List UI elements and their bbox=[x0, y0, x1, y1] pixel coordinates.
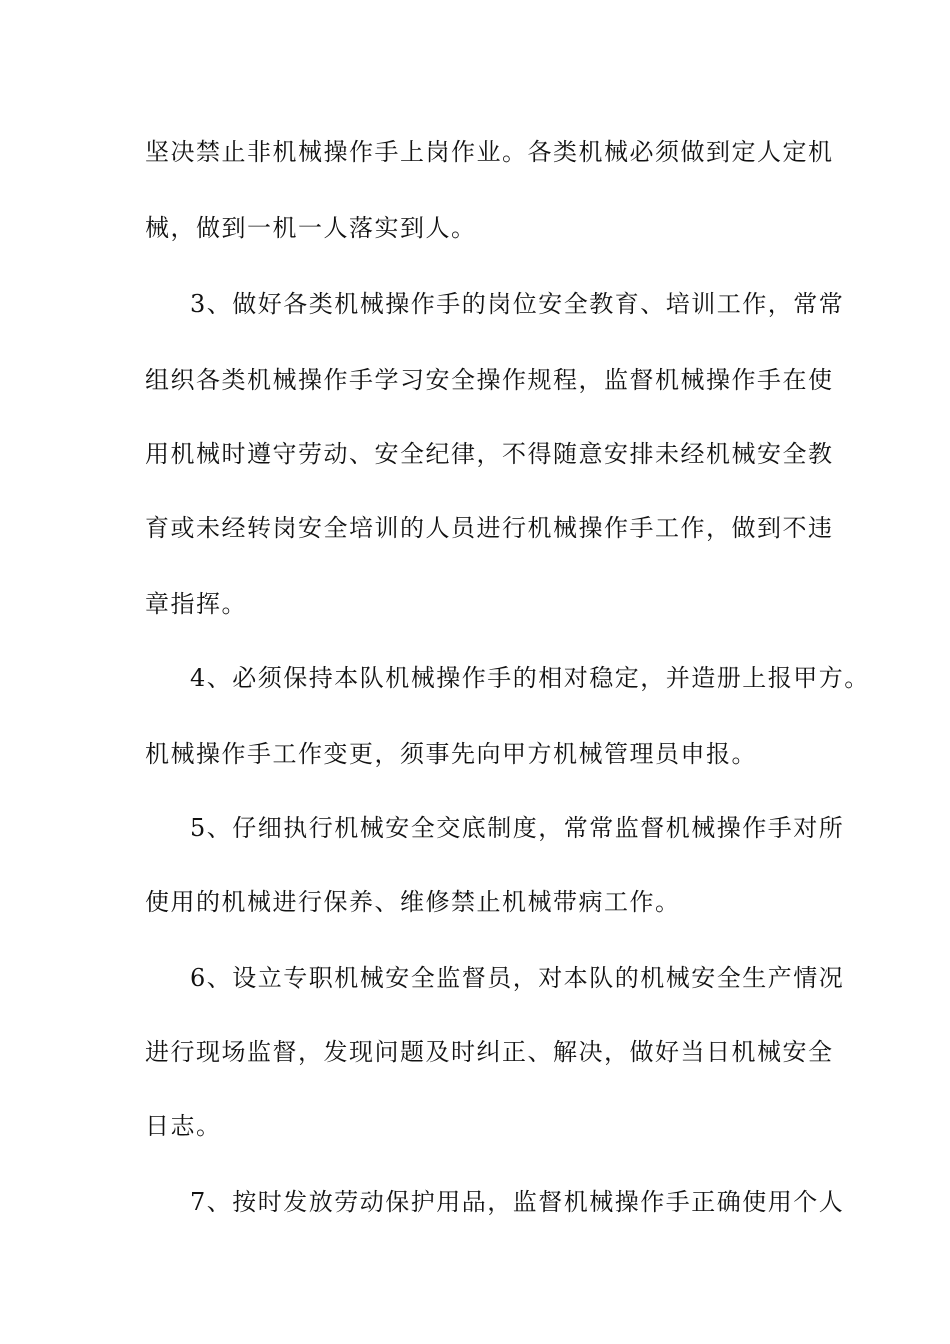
text-line: 使用的机械进行保养、维修禁止机械带病工作。 bbox=[145, 888, 681, 916]
paragraph-start-7: 7、按时发放劳动保护用品，监督机械操作手正确使用个人 bbox=[190, 1188, 845, 1216]
text-line: 育或未经转岗安全培训的人员进行机械操作手工作，做到不违 bbox=[145, 514, 834, 542]
paragraph-start-6: 6、设立专职机械安全监督员，对本队的机械安全生产情况 bbox=[190, 964, 845, 992]
paragraph-start-3: 3、做好各类机械操作手的岗位安全教育、培训工作，常常 bbox=[190, 290, 845, 318]
text-line: 组织各类机械操作手学习安全操作规程，监督机械操作手在使 bbox=[145, 366, 834, 394]
text-line: 日志。 bbox=[145, 1112, 222, 1140]
text-line: 坚决禁止非机械操作手上岗作业。各类机械必须做到定人定机 bbox=[145, 138, 834, 166]
text-line: 章指挥。 bbox=[145, 590, 247, 618]
text-line: 械，做到一机一人落实到人。 bbox=[145, 214, 477, 242]
text-line: 进行现场监督，发现问题及时纠正、解决，做好当日机械安全 bbox=[145, 1038, 834, 1066]
text-line: 用机械时遵守劳动、安全纪律，不得随意安排未经机械安全教 bbox=[145, 440, 834, 468]
text-line: 机械操作手工作变更，须事先向甲方机械管理员申报。 bbox=[145, 740, 757, 768]
paragraph-start-4: 4、必须保持本队机械操作手的相对稳定，并造册上报甲方。 bbox=[190, 664, 870, 692]
paragraph-start-5: 5、仔细执行机械安全交底制度，常常监督机械操作手对所 bbox=[190, 814, 845, 842]
